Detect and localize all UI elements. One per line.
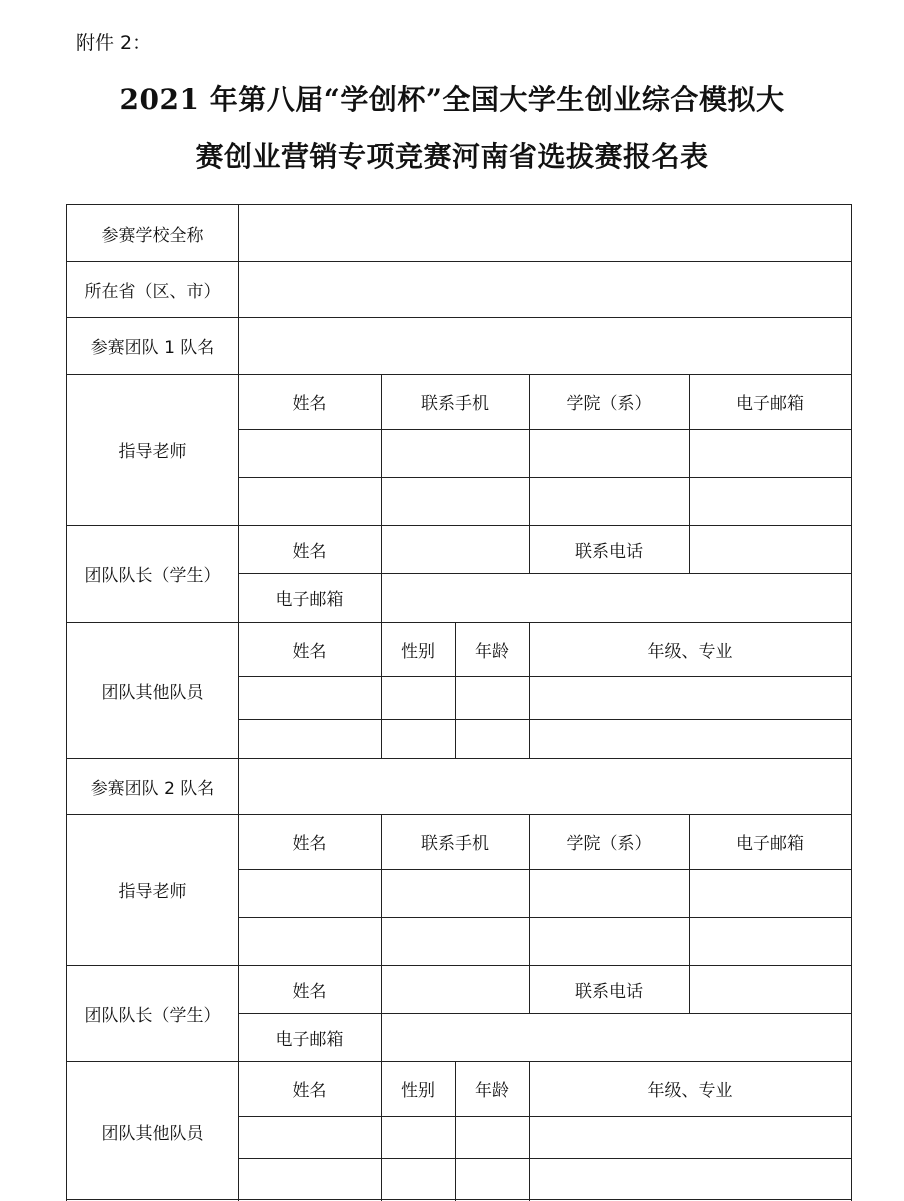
member-col-name: 姓名 [292,1081,327,1101]
advisor-col-college: 学院（系） [566,394,652,414]
team-1-name-label: 参赛团队 1 队名 [90,338,215,358]
team-2-leader-email-field[interactable] [382,1014,851,1061]
team-1-leader-label: 团队队长（学生） [84,566,221,586]
province-label: 所在省（区、市） [84,281,221,302]
province-field[interactable] [239,261,851,317]
member-col-gender: 性别 [401,641,435,662]
team-2-advisor-label: 指导老师 [118,882,187,902]
team-1-member-row-2[interactable] [239,720,851,758]
leader-name-label: 姓名 [292,541,327,562]
advisor-col-name: 姓名 [292,834,327,854]
team-2-advisor-row-2[interactable] [239,918,851,965]
team-1-advisor-row-1[interactable] [239,430,851,477]
team-2-leader-label: 团队队长（学生） [84,1005,221,1026]
advisor-col-mobile: 联系手机 [421,834,489,854]
team-1-advisor-label: 指导老师 [118,442,187,462]
advisor-col-college: 学院（系） [566,834,652,854]
team-2-members-label: 团队其他队员 [101,1123,204,1144]
advisor-col-name: 姓名 [292,394,327,414]
team-2-member-row-2[interactable] [239,1159,851,1199]
advisor-col-email: 电子邮箱 [736,834,804,854]
team-1-leader-name-field[interactable] [382,526,529,573]
leader-phone-label: 联系电话 [575,541,643,562]
form-title-line-1: 2021 年第八届“学创杯”全国大学生创业综合模拟大 [119,83,785,116]
advisor-col-mobile: 联系手机 [421,394,489,414]
team-2-name-label: 参赛团队 2 队名 [90,778,215,799]
member-col-age: 年龄 [475,641,509,662]
registration-form-table [66,204,852,1201]
member-col-name: 姓名 [292,641,327,662]
leader-email-label: 电子邮箱 [275,1029,344,1050]
leader-email-label: 电子邮箱 [275,590,344,610]
leader-name-label: 姓名 [292,981,327,1002]
member-col-age: 年龄 [475,1081,509,1101]
attachment-label: 附件 2： [76,32,152,54]
leader-phone-label: 联系电话 [575,981,643,1002]
team-1-members-label: 团队其他队员 [101,682,204,703]
member-col-grade-major: 年级、专业 [647,641,733,662]
team-1-name-field[interactable] [239,317,851,374]
school-name-label: 参赛学校全称 [101,225,204,246]
team-2-leader-name-field[interactable] [382,966,529,1013]
member-col-gender: 性别 [401,1081,435,1101]
member-col-grade-major: 年级、专业 [647,1081,733,1101]
advisor-col-email: 电子邮箱 [736,394,804,414]
team-2-member-row-1[interactable] [239,1117,851,1158]
team-2-leader-phone-field[interactable] [690,966,851,1013]
form-title-line-2: 赛创业营销专项竞赛河南省选拔赛报名表 [195,140,709,173]
team-2-advisor-row-1[interactable] [239,870,851,917]
school-name-field[interactable] [239,205,851,261]
team-1-leader-email-field[interactable] [382,574,851,622]
team-2-name-field[interactable] [239,758,851,814]
team-1-member-row-1[interactable] [239,677,851,719]
team-1-advisor-row-2[interactable] [239,478,851,525]
team-1-leader-phone-field[interactable] [690,526,851,573]
